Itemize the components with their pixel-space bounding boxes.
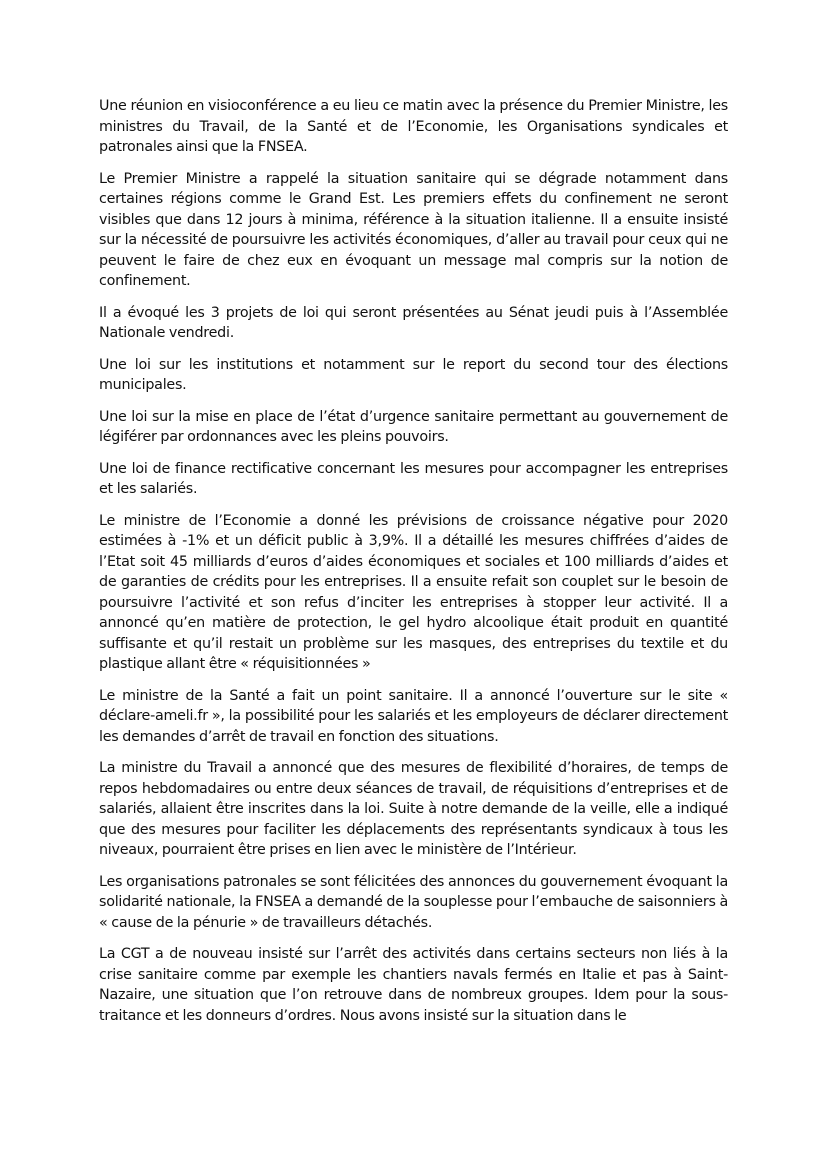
paragraph-economy-minister: Le ministre de l’Economie a donné les prévisions de croissance négative pour 2020 estimées à -1% et un déficit public à 3,9%. Il a détaillé les mesures chiffrées d’aides de l’Etat soit 45 milliards d’euros d’aides économiques et sociales et 100 milliards d’aides et de garanties de crédits pour les entreprises. Il a ensuite refait son couplet sur le besoin de poursuivre l’activité et son refus d’inciter les entreprises à stopper leur activité. Il a annoncé qu’en matière de protection, le gel hydro alcoolique était produit en quantité suffisante et qu’il restait un problème sur les masques, des entreprises du textile et du plastique allant être « réquisitionnées » (99, 512, 728, 672)
paragraph-meeting-intro: Une réunion en visioconférence a eu lieu ce matin avec la présence du Premier Ministre, les ministres du Travail, de la Santé et de l’Economie, les Organisations syndicales et patronales ainsi que la FNSEA. (99, 98, 728, 155)
paragraph-health-minister: Le ministre de la Santé a fait un point sanitaire. Il a annoncé l’ouverture sur le site « déclare-ameli.fr », la possibilité pour les salariés et les employeurs de déclarer directement les demandes d’arrêt de travail en fonction des situations. (99, 687, 728, 745)
paragraph-institutions-bill: Une loi sur les institutions et notamment sur le report du second tour des élections municipales. (99, 356, 728, 393)
paragraph-prime-minister: Le Premier Ministre a rappelé la situation sanitaire qui se dégrade notamment dans certaines régions comme le Grand Est. Les premiers effets du confinement ne seront visibles que dans 12 jours à minima, référence à la situation italienne. Il a ensuite insisté sur la nécessité de poursuivre les activités économiques, d’aller au travail pour ceux qui ne peuvent le faire de chez eux en évoquant un message mal compris sur la notion de confinement. (99, 170, 728, 289)
document-body (99, 96, 728, 1037)
paragraph-emergency-bill: Une loi sur la mise en place de l’état d’urgence sanitaire permettant au gouvernement de légiférer par ordonnances avec les pleins pouvoirs. (99, 408, 728, 445)
paragraph-bills-overview: Il a évoqué les 3 projets de loi qui seront présentées au Sénat jeudi puis à l’Assemblée Nationale vendredi. (99, 304, 728, 341)
paragraph-employer-organisations: Les organisations patronales se sont félicitées des annonces du gouvernement évoquant la solidarité nationale, la FNSEA a demandé de la souplesse pour l’embauche de saisonniers à « cause de la pénurie » de travailleurs détachés. (99, 873, 728, 931)
paragraph-finance-bill: Une loi de finance rectificative concernant les mesures pour accompagner les entreprises et les salariés. (99, 460, 728, 497)
paragraph-cgt-position: La CGT a de nouveau insisté sur l’arrêt des activités dans certains secteurs non liés à la crise sanitaire comme par exemple les chantiers navals fermés en Italie et pas à Saint-Nazaire, une situation que l’on retrouve dans de nombreux groupes. Idem pour la sous-traitance et les donneurs d’ordres. Nous avons insisté sur la situation dans le (99, 946, 728, 1024)
paragraph-labour-minister: La ministre du Travail a annoncé que des mesures de flexibilité d’horaires, de temps de repos hebdomadaires ou entre deux séances de travail, de réquisitions d’entreprises et de salariés, allaient être inscrites dans la loi. Suite à notre demande de la veille, elle a indiqué que des mesures pour faciliter les déplacements des représentants syndicaux à tous les niveaux, pourraient être prises en lien avec le ministère de l’Intérieur. (99, 760, 728, 858)
